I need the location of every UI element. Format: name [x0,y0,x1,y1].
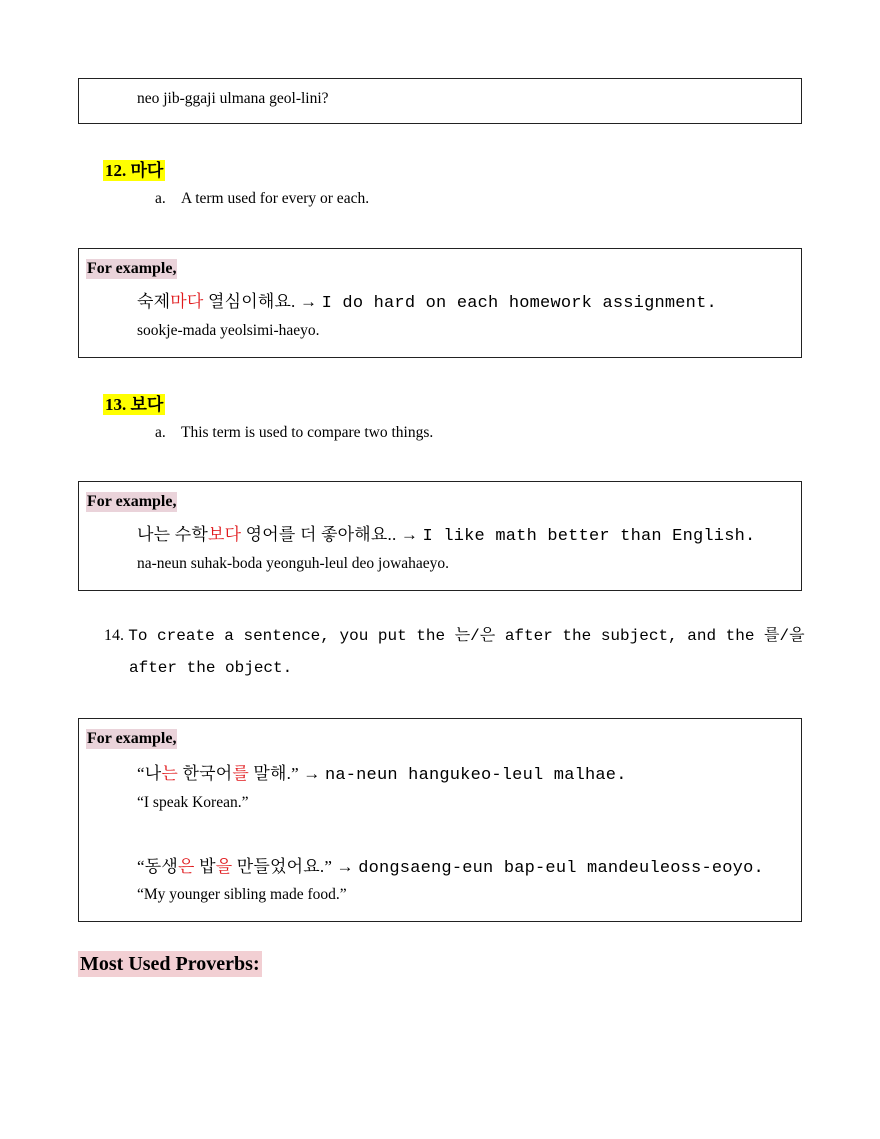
arrow-icon: → [400,525,419,544]
example-box-14 [78,718,802,922]
section-heading-13 [103,390,165,415]
list-marker: a. [155,190,166,207]
highlighted-particle: 보다 [207,525,242,544]
definition-12 [155,190,369,208]
example-label: For example, [87,260,177,277]
korean-text: “동생 [137,857,178,876]
subject-particle: 은 [178,857,195,876]
korean-text: 영어를 더 좋아해요.. [241,525,397,544]
object-particle: 를 [232,764,249,783]
item-number: 14. [104,627,124,644]
heading-highlight: 13. 보다 [105,395,164,414]
romanization-text: na-neun hangukeo-leul malhae. [324,766,627,785]
korean-text: 나는 수학 [137,525,208,544]
object-particle: 을 [215,857,233,876]
item-14 [104,622,804,677]
korean-text: “나 [137,764,162,783]
english-translation: “My younger sibling made food.” [137,886,347,903]
highlighted-particle: 마다 [170,292,204,311]
romanization-text: neo jib-ggaji ulmana geol-lini? [137,90,329,107]
list-marker: a. [155,424,166,441]
korean-example [137,520,755,546]
item-text: To create a sentence, you put the 는/은 after the subject, and the 를/을 [128,627,805,645]
english-translation: “I speak Korean.” [137,794,249,811]
translation-text: I do hard on each homework assignment. [321,294,717,313]
korean-text: 만들었어요.” [232,857,333,876]
korean-text: 열심이해요. [203,292,296,311]
example-box-13 [78,481,802,591]
example-label: For example, [87,493,177,510]
korean-text: 한국어 [178,764,233,783]
arrow-icon: → [299,292,318,311]
section-heading-12 [103,156,165,181]
heading-highlight: 12. 마다 [105,161,164,180]
subject-particle: 는 [161,764,178,783]
korean-text: 말해.” [248,764,299,783]
korean-text: 밥 [194,857,216,876]
example-box-12 [78,248,802,358]
romanization-text: dongsaeng-eun bap-eul mandeuleoss-eoyo. [358,859,764,878]
romanization-text: sookje-mada yeolsimi-haeyo. [137,322,320,339]
example-label: For example, [87,730,177,747]
item-text-continued: after the object. [129,659,293,677]
arrow-icon: → [303,764,321,783]
korean-text: 숙제 [137,292,171,311]
definition-text: A term used for every or each. [181,190,370,207]
proverbs-heading [78,953,262,976]
definition-13 [155,424,433,442]
arrow-icon: → [336,857,354,876]
definition-text: This term is used to compare two things. [181,424,434,441]
top-example-box [78,78,802,124]
romanization-text: na-neun suhak-boda yeonguh-leul deo jowahaeyo. [137,555,450,572]
korean-example-1 [137,759,627,785]
korean-example-2 [137,852,764,878]
proverbs-heading-text: Most Used Proverbs: [80,953,260,975]
translation-text: I like math better than English. [422,527,756,546]
korean-example [137,287,717,313]
